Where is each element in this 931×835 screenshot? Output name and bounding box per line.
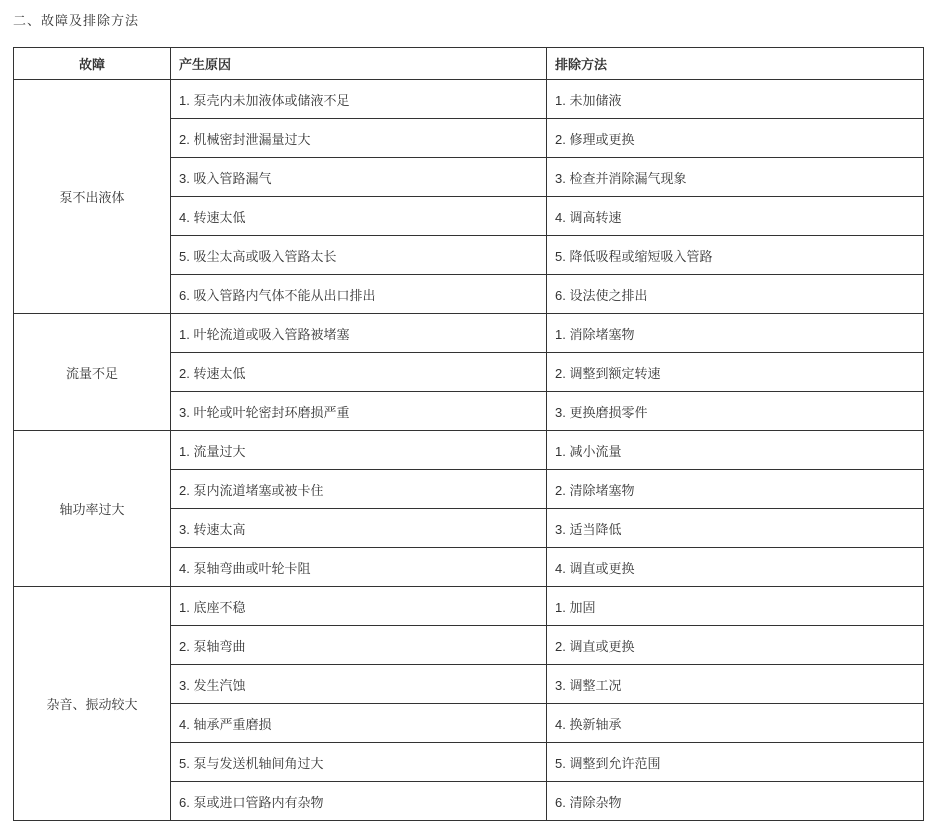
table-row <box>14 314 924 353</box>
column-header-solution: 排除方法 <box>547 48 924 80</box>
solution-cell: 4. 换新轴承 <box>547 704 924 743</box>
cause-cell: 6. 泵或进口管路内有杂物 <box>171 782 547 821</box>
cause-cell: 1. 叶轮流道或吸入管路被堵塞 <box>171 314 547 353</box>
fault-cell: 流量不足 <box>14 314 171 431</box>
column-header-cause: 产生原因 <box>171 48 547 80</box>
solution-cell: 2. 调直或更换 <box>547 626 924 665</box>
cause-cell: 2. 机械密封泄漏量过大 <box>171 119 547 158</box>
cause-cell: 3. 吸入管路漏气 <box>171 158 547 197</box>
column-header-fault: 故障 <box>14 48 171 80</box>
solution-cell: 5. 降低吸程或缩短吸入管路 <box>547 236 924 275</box>
solution-cell: 3. 调整工况 <box>547 665 924 704</box>
fault-cell: 轴功率过大 <box>14 431 171 587</box>
cause-cell: 4. 转速太低 <box>171 197 547 236</box>
solution-cell: 4. 调高转速 <box>547 197 924 236</box>
table-row <box>14 80 924 119</box>
cause-cell: 3. 叶轮或叶轮密封环磨损严重 <box>171 392 547 431</box>
cause-cell: 3. 转速太高 <box>171 509 547 548</box>
cause-cell: 3. 发生汽蚀 <box>171 665 547 704</box>
solution-cell: 3. 更换磨损零件 <box>547 392 924 431</box>
solution-cell: 1. 消除堵塞物 <box>547 314 924 353</box>
cause-cell: 5. 吸尘太高或吸入管路太长 <box>171 236 547 275</box>
solution-cell: 1. 加固 <box>547 587 924 626</box>
solution-cell: 4. 调直或更换 <box>547 548 924 587</box>
solution-cell: 5. 调整到允许范围 <box>547 743 924 782</box>
fault-cell: 泵不出液体 <box>14 80 171 314</box>
section-title: 二、故障及排除方法 <box>13 13 140 28</box>
solution-cell: 2. 调整到额定转速 <box>547 353 924 392</box>
cause-cell: 2. 泵内流道堵塞或被卡住 <box>171 470 547 509</box>
cause-cell: 2. 转速太低 <box>171 353 547 392</box>
cause-cell: 1. 流量过大 <box>171 431 547 470</box>
solution-cell: 2. 清除堵塞物 <box>547 470 924 509</box>
cause-cell: 4. 泵轴弯曲或叶轮卡阻 <box>171 548 547 587</box>
cause-cell: 2. 泵轴弯曲 <box>171 626 547 665</box>
table-header-row <box>14 48 924 80</box>
solution-cell: 2. 修理或更换 <box>547 119 924 158</box>
cause-cell: 4. 轴承严重磨损 <box>171 704 547 743</box>
cause-cell: 1. 底座不稳 <box>171 587 547 626</box>
solution-cell: 6. 设法使之排出 <box>547 275 924 314</box>
solution-cell: 6. 清除杂物 <box>547 782 924 821</box>
table-row <box>14 587 924 626</box>
table-row <box>14 431 924 470</box>
cause-cell: 5. 泵与发送机轴间角过大 <box>171 743 547 782</box>
fault-cell: 杂音、振动较大 <box>14 587 171 821</box>
cause-cell: 1. 泵壳内未加液体或储液不足 <box>171 80 547 119</box>
solution-cell: 1. 减小流量 <box>547 431 924 470</box>
fault-table <box>13 47 924 821</box>
solution-cell: 3. 适当降低 <box>547 509 924 548</box>
solution-cell: 1. 未加储液 <box>547 80 924 119</box>
cause-cell: 6. 吸入管路内气体不能从出口排出 <box>171 275 547 314</box>
solution-cell: 3. 检查并消除漏气现象 <box>547 158 924 197</box>
